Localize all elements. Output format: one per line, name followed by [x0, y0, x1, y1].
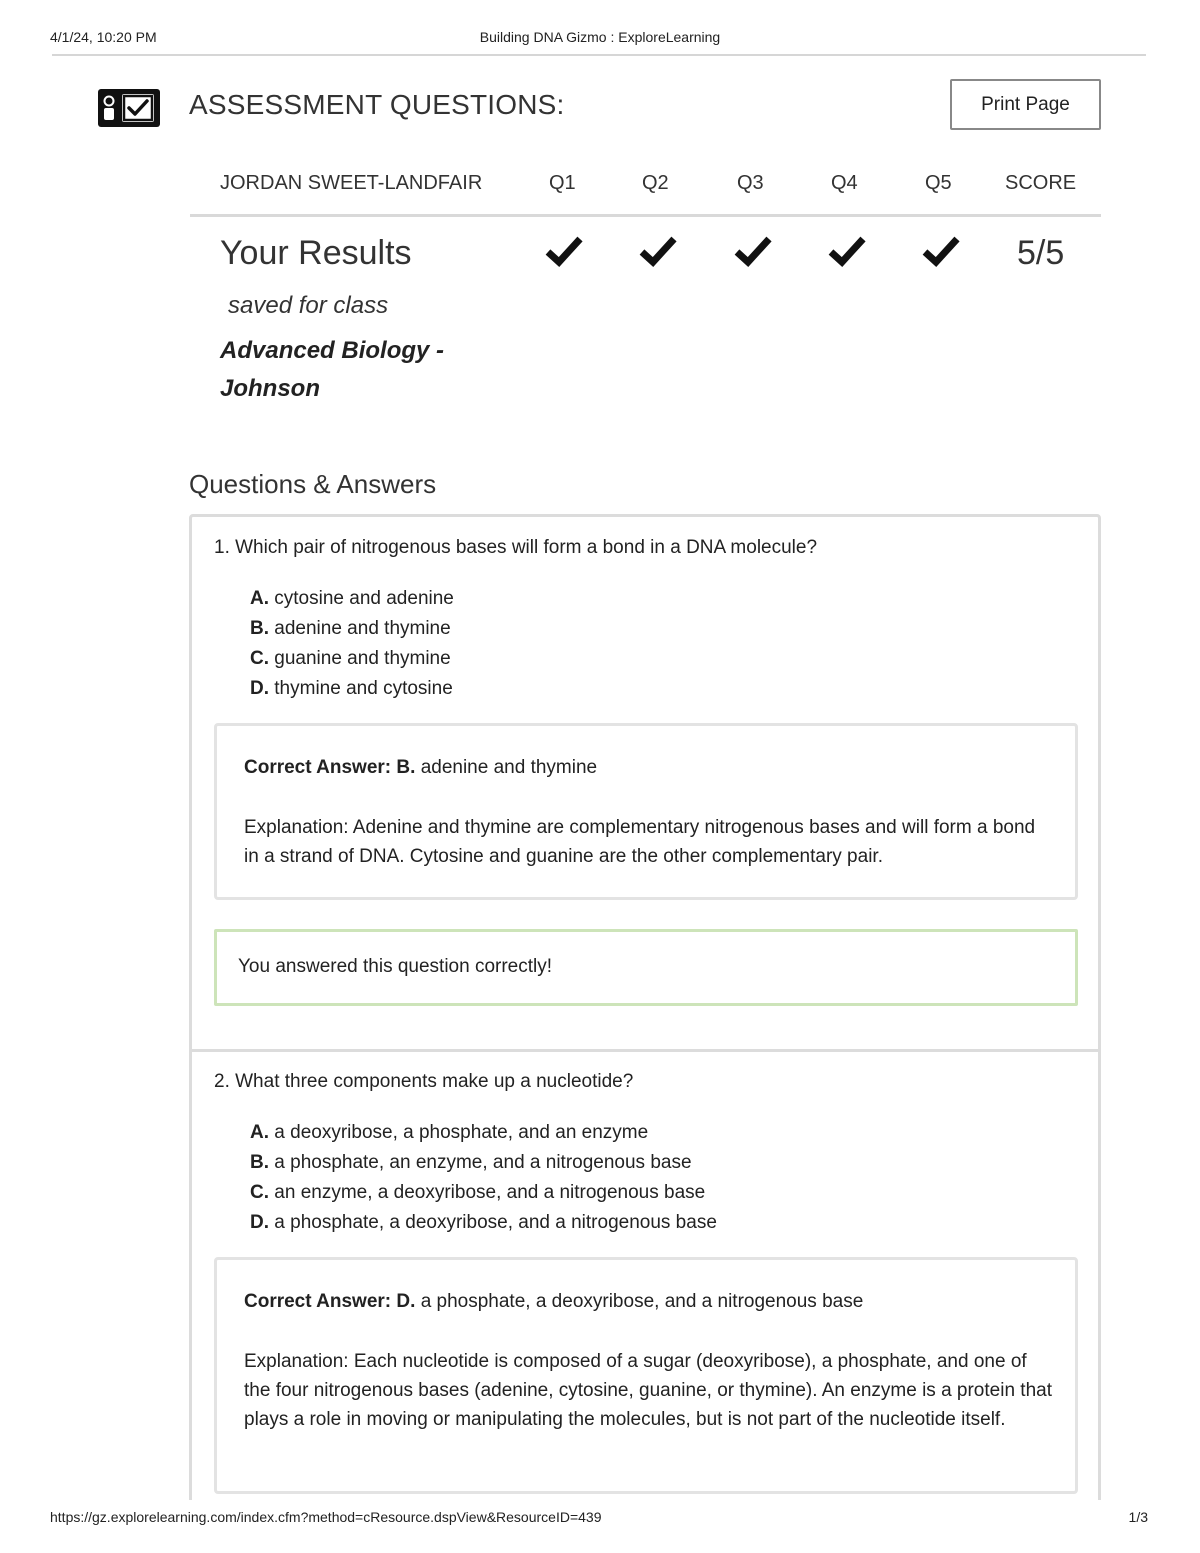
print-page-title: Building DNA Gizmo : ExploreLearning [479, 29, 721, 45]
question-1-text: 1. Which pair of nitrogenous bases will form a bond in a DNA molecule? [214, 537, 818, 558]
option-b: B. adenine and thymine [250, 618, 451, 639]
feedback-text: You answered this question correctly! [238, 956, 553, 977]
results-title: Your Results [220, 234, 412, 272]
gizmo-assessment-icon [98, 89, 160, 127]
explanation-text: Explanation: Adenine and thymine are complementary nitrogenous bases and will form a bond in a strand of DNA. Cytosine and guanine are the other complementary pair. [244, 817, 1036, 867]
question-1-options [250, 584, 454, 704]
print-datetime: 4/1/24, 10:20 PM [50, 29, 157, 45]
question-2-options [250, 1118, 717, 1238]
print-footer [0, 1500, 1200, 1553]
option-a: A. cytosine and adenine [250, 588, 454, 609]
class-name: Advanced Biology - Johnson [220, 337, 445, 402]
page-title: ASSESSMENT QUESTIONS: [189, 89, 565, 120]
col-q4: Q4 [831, 172, 858, 194]
student-name: JORDAN SWEET-LANDFAIR [220, 172, 483, 194]
q2-correct-check-icon [638, 234, 678, 268]
option-a: A. a deoxyribose, a phosphate, and an enzyme [250, 1122, 649, 1143]
col-q5: Q5 [925, 172, 952, 194]
saved-for-class-label: saved for class [228, 292, 389, 319]
print-header [0, 0, 1200, 56]
checkbox-icon [122, 94, 154, 122]
total-score: 5/5 [1017, 234, 1065, 272]
qa-panel [189, 514, 1101, 1553]
correct-feedback [214, 929, 1078, 1006]
option-c: C. an enzyme, a deoxyribose, and a nitrogenous base [250, 1182, 706, 1203]
question-2-answer-box [214, 1257, 1078, 1494]
q1-correct-check-icon [544, 234, 584, 268]
col-score: SCORE [1005, 172, 1077, 194]
col-q3: Q3 [737, 172, 764, 194]
question-divider [192, 1049, 1098, 1052]
option-b: B. a phosphate, an enzyme, and a nitrogenous base [250, 1152, 692, 1173]
header-divider [52, 54, 1146, 56]
question-2-text: 2. What three components make up a nucleotide? [214, 1071, 634, 1092]
correct-answer-line: Correct Answer: D. a phosphate, a deoxyribose, and a nitrogenous base [244, 1291, 864, 1312]
option-d: D. thymine and cytosine [250, 678, 453, 699]
score-divider [190, 214, 1101, 217]
col-q1: Q1 [549, 172, 576, 194]
option-c: C. guanine and thymine [250, 648, 451, 669]
page-number: 1/3 [1128, 1509, 1148, 1525]
col-q2: Q2 [642, 172, 669, 194]
lightbulb-icon [103, 95, 115, 121]
print-page-button[interactable]: Print Page [950, 79, 1101, 130]
q5-correct-check-icon [921, 234, 961, 268]
explanation-text: Explanation: Each nucleotide is composed of a sugar (deoxyribose), a phosphate, and one of the four nitrogenous bases (adenine, cytosine, guanine, or thymine). An enzyme is a protein that plays a role in moving or manipulating the molecules, but is not part of the nucleotide itself. [244, 1351, 1052, 1430]
question-1-answer-box [214, 723, 1078, 900]
page-url: https://gz.explorelearning.com/index.cfm?method=cResource.dspView&ResourceID=439 [50, 1509, 602, 1525]
option-d: D. a phosphate, a deoxyribose, and a nitrogenous base [250, 1212, 717, 1233]
correct-answer-line: Correct Answer: B. adenine and thymine [244, 757, 598, 778]
qa-section-title: Questions & Answers [189, 469, 437, 499]
score-table-header [190, 170, 1100, 214]
q4-correct-check-icon [827, 234, 867, 268]
q3-correct-check-icon [733, 234, 773, 268]
